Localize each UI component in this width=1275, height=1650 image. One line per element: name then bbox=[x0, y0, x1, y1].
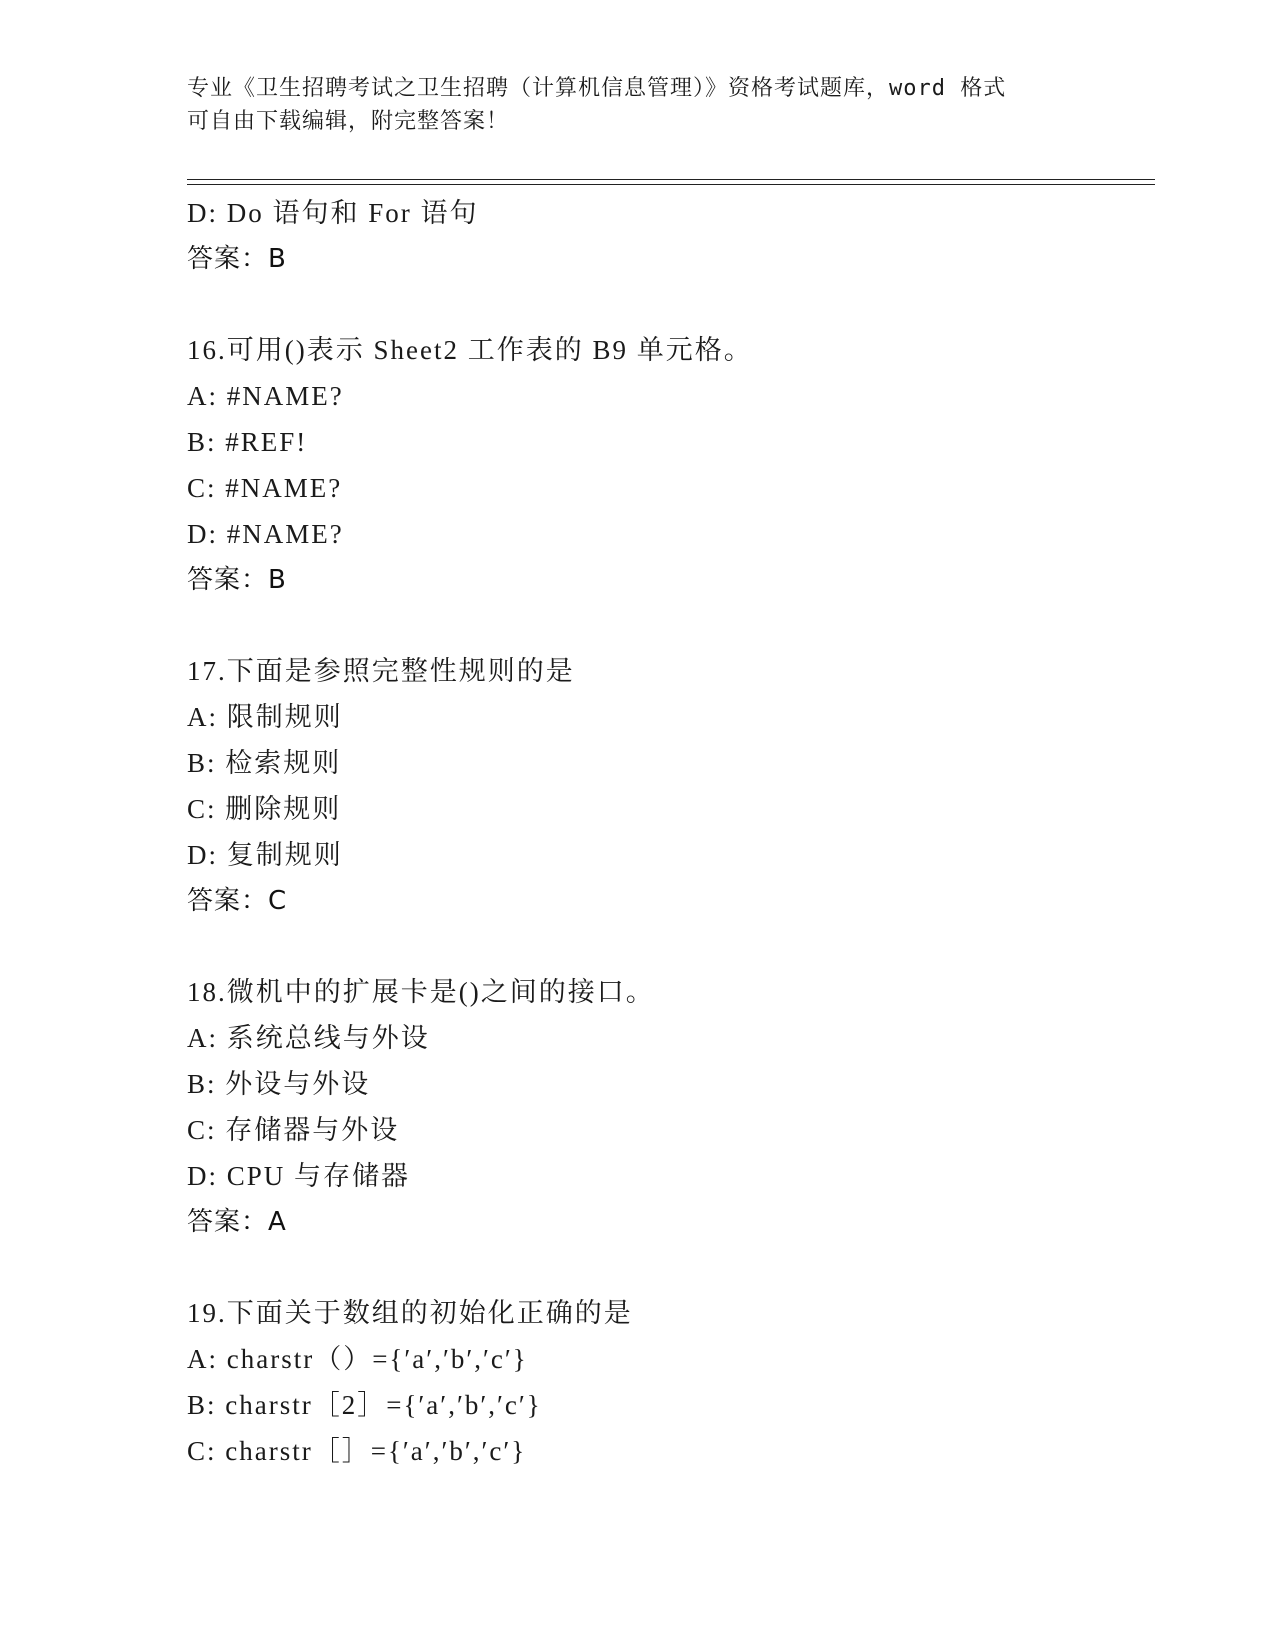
document-header bbox=[187, 72, 1087, 138]
question-title: 16.可用()表示 Sheet2 工作表的 B9 单元格。 bbox=[187, 335, 753, 365]
answer-line: 答案：A bbox=[187, 1207, 287, 1237]
header-line-1: 专业《卫生招聘考试之卫生招聘（计算机信息管理）》资格考试题库，word 格式 bbox=[187, 76, 1007, 101]
header-line-2: 可自由下载编辑，附完整答案！ bbox=[187, 109, 510, 134]
question-15-tail bbox=[187, 190, 1147, 282]
option-a: A: charstr（）={′a′,′b′,′c′} bbox=[187, 1344, 528, 1374]
answer-line: 答案：B bbox=[187, 565, 287, 595]
question-list bbox=[187, 190, 1147, 1474]
option-b: B: charstr［2］={′a′,′b′,′c′} bbox=[187, 1390, 542, 1420]
header-divider-bottom bbox=[187, 184, 1155, 185]
option-d: D: CPU 与存储器 bbox=[187, 1161, 411, 1191]
question-title: 18.微机中的扩展卡是()之间的接口。 bbox=[187, 977, 655, 1007]
question-18 bbox=[187, 969, 1147, 1245]
option-c: C: #NAME? bbox=[187, 473, 343, 503]
option-d: D: Do 语句和 For 语句 bbox=[187, 198, 479, 228]
option-c: C: 存储器与外设 bbox=[187, 1115, 400, 1145]
option-c: C: charstr［］={′a′,′b′,′c′} bbox=[187, 1436, 527, 1466]
option-a: A: 限制规则 bbox=[187, 702, 343, 732]
header-divider-top bbox=[187, 179, 1155, 180]
option-c: C: 删除规则 bbox=[187, 794, 342, 824]
option-b: B: 检索规则 bbox=[187, 748, 342, 778]
question-17 bbox=[187, 648, 1147, 924]
option-d: D: 复制规则 bbox=[187, 840, 343, 870]
answer-line: 答案：C bbox=[187, 886, 288, 916]
question-16 bbox=[187, 327, 1147, 603]
question-title: 17.下面是参照完整性规则的是 bbox=[187, 656, 575, 686]
question-19 bbox=[187, 1290, 1147, 1474]
answer-line: 答案：B bbox=[187, 244, 287, 274]
option-b: B: 外设与外设 bbox=[187, 1069, 371, 1099]
option-d: D: #NAME? bbox=[187, 519, 344, 549]
option-a: A: #NAME? bbox=[187, 381, 344, 411]
question-title: 19.下面关于数组的初始化正确的是 bbox=[187, 1298, 633, 1328]
option-b: B: #REF! bbox=[187, 427, 308, 457]
option-a: A: 系统总线与外设 bbox=[187, 1023, 430, 1053]
